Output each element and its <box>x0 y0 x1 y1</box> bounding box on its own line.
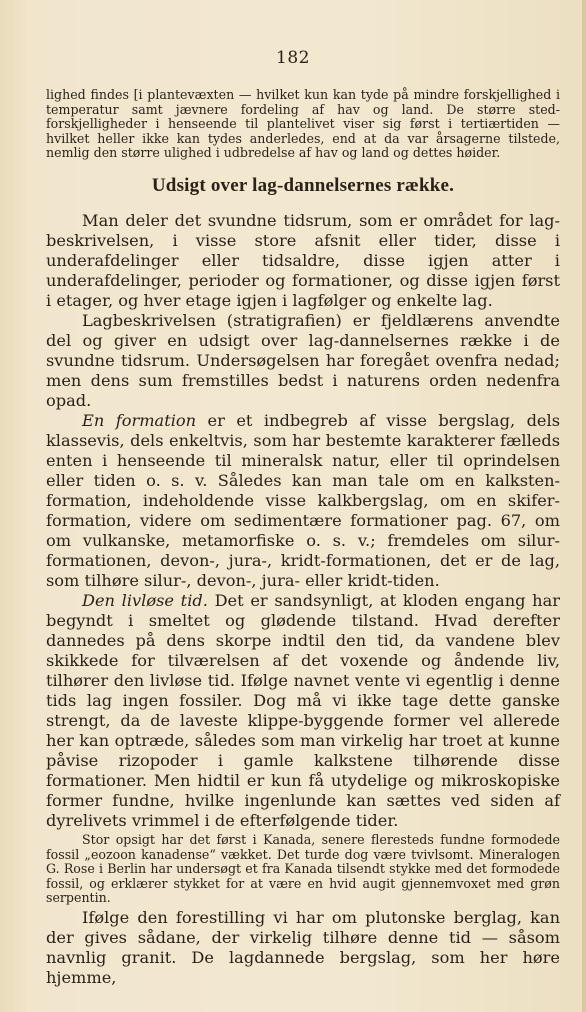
formation-lead: En formation <box>82 410 197 430</box>
paragraph-divisions: Man deler det svundne tidsrum, som er området for lag-beskrivelsen, i visse store afsnit eller tider, disse i underafdelinger eller tidsaldre, disse igjen atter i underafdelinger, perioder og formationer, og disse igjen først i etager, og hver etage igjen i lagfølger og enkelte lag. <box>46 210 560 310</box>
paragraph-lifeless-time <box>46 591 560 831</box>
page-edge <box>582 0 586 1012</box>
page-content <box>46 88 560 988</box>
section-body-continued <box>46 908 560 988</box>
lifeless-time-lead: Den livløse tid. <box>82 590 208 610</box>
paragraph-stratigraphy: Lagbeskrivelsen (stratigrafien) er fjeldlærens anvendte del og giver en udsigt over lag-dannelsernes række i de svundne tidsrum. Undersøgelsen har foregået ovenfra nedad; men dens sum fremstilles bedst i naturens orden nedenfra opad. <box>46 310 560 410</box>
section-heading: Udsigt over lag-dannelsernes række. <box>151 174 455 196</box>
section-body <box>46 211 560 831</box>
eozoon-note-text: Stor opsigt har det først i Kanada, senere fleresteds fundne formodede fossil „eozoon kanadense“ vækket. Det turde dog være tvivlsomt. Mineralogen G. Rose i Berlin har undersøgt et fra Kanada tilsendt stykke med det formodede fossil, og erklærer stykket for at være en hvid augit gjennemvoxet med grøn serpentin. <box>46 831 560 906</box>
eozoon-note <box>46 833 560 906</box>
intro-small-text <box>46 88 560 161</box>
page-number: 182 <box>276 48 310 68</box>
intro-paragraph: lighed findes [i plantevæxten — hvilket kun kan tyde på mindre forskjellighed i temperatur samt jævnere fordeling af hav og land. De større sted-forskjelligheder i henseende til plantelivet viser sig først i tertiærtiden — hvilket heller ikke kan tydes anderledes, end at da var årsagerne tilstede, nemlig den større ulighed i udbredelse af hav og land og dettes høider. <box>46 87 560 161</box>
paragraph-formation <box>46 411 560 591</box>
paragraph-plutonic: Ifølge den forestilling vi har om plutonske berglag, kan der gives sådane, der virkelig tilhøre denne tid — såsom navnlig granit. De lagdannede bergslag, som her høre hjemme, <box>46 907 560 987</box>
formation-text: er et indbegreb af visse bergslag, dels klassevis, dels enkeltvis, som har bestemte karakterer fælleds enten i henseende til mineralsk natur, eller til oprindelsen eller tiden o. s. v. Således kan man tale om en kalksten-formation, indeholdende visse kalkbergslag, om en skifer-formation, videre om sedimentære formationer pag. 67, om om vulkanske, metamorfiske o. s. v.; fremdeles om silur-formationen, devon-, jura-, kridt-formationen, det er de lag, som tilhøre silur-, devon-, jura- eller kridt-tiden. <box>46 410 560 590</box>
lifeless-time-text: Det er sandsynligt, at kloden engang har begyndt i smeltet og glødende tilstand. Hvad derefter dannedes på dens skorpe indtil den tid, da vandene blev skikkede for tilværelsen af det voxende og åndende liv, tilhører den livløse tid. Ifølge navnet vente vi egentlig i denne tids lag ingen fossiler. Dog må vi ikke tage dette ganske strengt, da de laveste klippe-byggende former vel allerede her kan optræde, således som man virkelig har troet at kunne påvise rizopoder i gamle kalkstene tilhørende disse formationer. Men hidtil er kun få utydelige og mikroskopiske former fundne, hvilke ingenlunde kan sættes ved siden af dyrelivets vrimmel i de efterfølgende tider. <box>46 590 560 830</box>
